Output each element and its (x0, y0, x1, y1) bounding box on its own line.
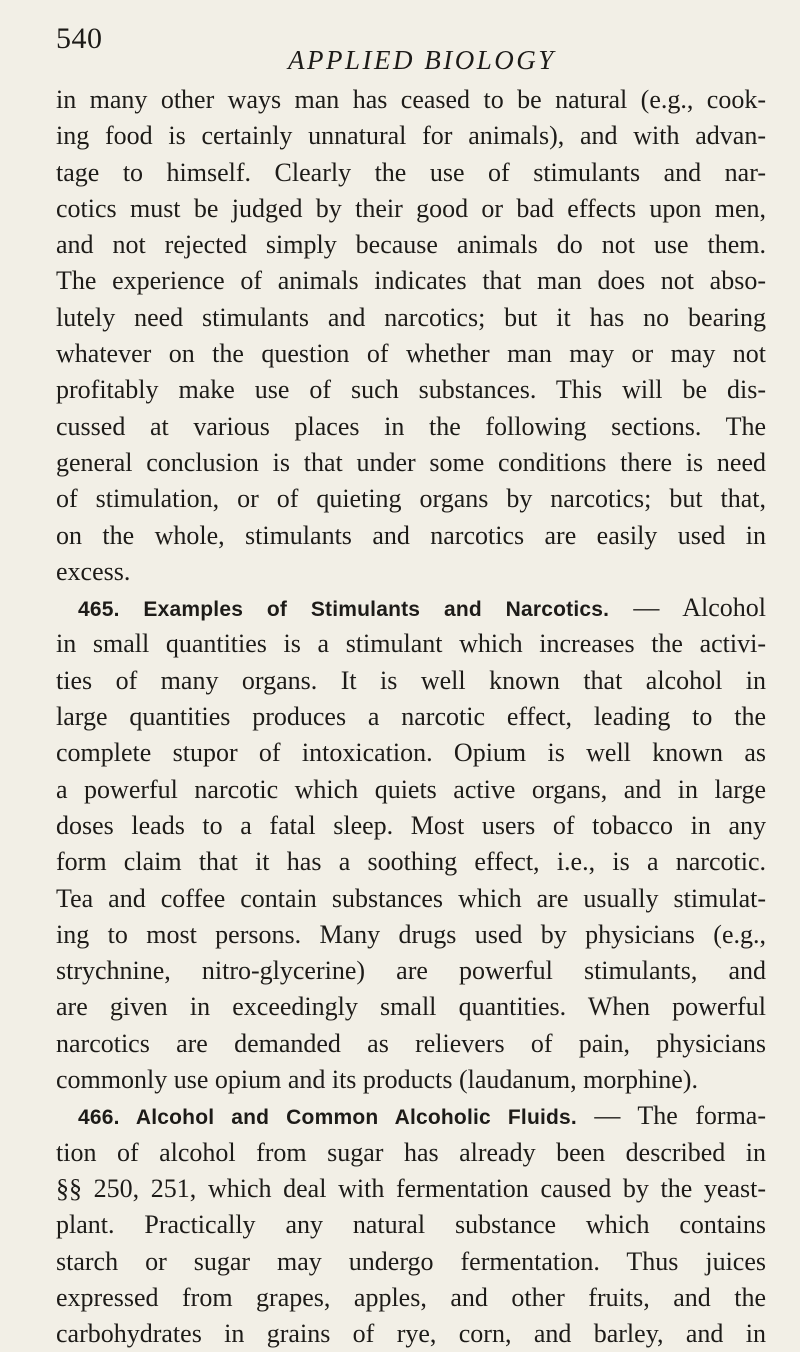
line-text: plant. Practically any natural substance which contains (56, 1210, 766, 1240)
text-line (56, 844, 766, 880)
line-text: large quantities produces a narcotic effect, leading to the (56, 702, 766, 732)
line-text: in many other ways man has ceased to be natural (e.g., cook- (56, 85, 766, 114)
text-line (56, 772, 766, 808)
text-line (56, 1135, 766, 1171)
line-text: and not rejected simply because animals do not use them. (56, 230, 766, 260)
running-title: APPLIED BIOLOGY (288, 45, 556, 75)
line-text: lutely need stimulants and narcotics; but it has no bearing (56, 302, 766, 332)
line-text: on the whole, stimulants and narcotics are easily used in (56, 520, 766, 550)
line-text: ties of many organs. It is well known that alcohol in (56, 665, 766, 695)
text-line (56, 735, 766, 771)
line-text: carbohydrates in grains of rye, corn, and barley, and in (56, 1319, 766, 1349)
text-line (56, 118, 766, 154)
line-text: are given in exceedingly small quantities. When powerful (56, 992, 766, 1022)
text-line (56, 481, 766, 517)
line-text: a powerful narcotic which quiets active organs, and in large (56, 774, 766, 804)
text-line (56, 917, 766, 953)
text-line (56, 1171, 766, 1207)
text-line (56, 155, 766, 191)
line-text: expressed from grapes, apples, and other fruits, and the (56, 1282, 766, 1312)
text-line (56, 336, 766, 372)
line-text: tion of alcohol from sugar has already been described in (56, 1137, 766, 1167)
section-heading: 466. Alcohol and Common Alcoholic Fluids. (78, 1106, 577, 1130)
section-heading-line (56, 1098, 766, 1134)
body-text (56, 82, 766, 1352)
line-text: §§ 250, 251, which deal with fermentation caused by the yeast- (56, 1173, 766, 1203)
text-line (56, 227, 766, 263)
text-line (56, 518, 766, 554)
text-line (56, 1207, 766, 1243)
text-line (56, 1026, 766, 1062)
text-line (56, 626, 766, 662)
line-text: The experience of animals indicates that man does not abso- (56, 266, 766, 296)
line-text: Tea and coffee contain substances which are usually stimulat- (56, 883, 766, 913)
text-line (56, 263, 766, 299)
text-line (56, 191, 766, 227)
text-line (56, 1280, 766, 1316)
line-text: — The forma- (576, 1101, 766, 1131)
line-text: — Alcohol (609, 593, 766, 623)
line-text: commonly use opium and its products (laudanum, morphine). (56, 1065, 698, 1095)
line-text: of stimulation, or of quieting organs by narcotics; but that, (56, 484, 766, 514)
line-text: in small quantities is a stimulant which increases the activi- (56, 629, 766, 659)
line-text: ing to most persons. Many drugs used by physicians (e.g., (56, 919, 766, 949)
text-line (56, 82, 766, 118)
line-text: starch or sugar may undergo fermentation. Thus juices (56, 1246, 766, 1276)
line-text: form claim that it has a soothing effect, i.e., is a narcotic. (56, 847, 766, 877)
text-line (56, 953, 766, 989)
line-text: excess. (56, 556, 131, 586)
line-text: tage to himself. Clearly the use of stimulants and nar- (56, 157, 766, 187)
line-text: ing food is certainly unnatural for animals), and with advan- (56, 121, 766, 151)
text-line (56, 699, 766, 735)
line-text: cotics must be judged by their good or bad effects upon men, (56, 193, 766, 223)
line-text: profitably make use of such substances. This will be dis- (56, 375, 766, 405)
text-line (56, 1244, 766, 1280)
running-head (56, 22, 766, 75)
line-text: doses leads to a fatal sleep. Most users of tobacco in any (56, 810, 766, 840)
text-line (56, 409, 766, 445)
text-line (56, 808, 766, 844)
text-line (56, 554, 766, 590)
text-line (56, 989, 766, 1025)
line-text: narcotics are demanded as relievers of pain, physicians (56, 1028, 766, 1058)
line-text: cussed at various places in the following sections. The (56, 411, 766, 441)
text-line (56, 445, 766, 481)
text-line (56, 881, 766, 917)
text-line (56, 663, 766, 699)
line-text: whatever on the question of whether man may or may not (56, 339, 766, 369)
text-line (56, 372, 766, 408)
section-heading: 465. Examples of Stimulants and Narcotics. (78, 598, 610, 622)
line-text: general conclusion is that under some conditions there is need (56, 447, 766, 477)
line-text: complete stupor of intoxication. Opium is well known as (56, 738, 766, 768)
page-number: 540 (56, 22, 103, 55)
text-line (56, 300, 766, 336)
text-line (56, 1316, 766, 1352)
line-text: strychnine, nitro-glycerine) are powerful stimulants, and (56, 956, 766, 986)
text-line (56, 1062, 766, 1098)
section-heading-line (56, 590, 766, 626)
